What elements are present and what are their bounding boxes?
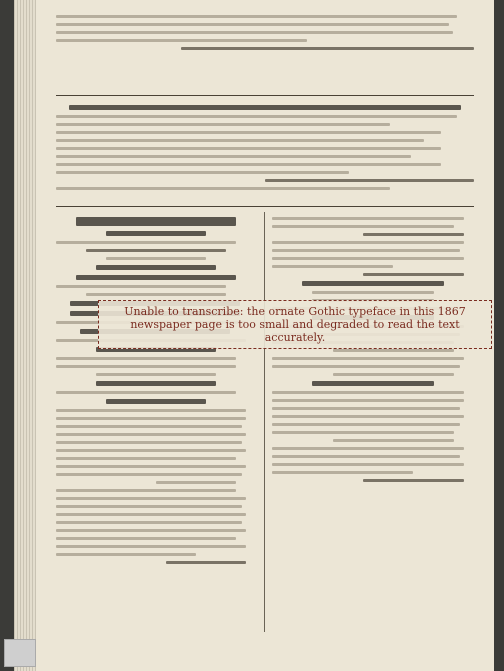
right-column-notices xyxy=(272,212,474,487)
newspaper-page xyxy=(36,0,494,671)
insurance-notice xyxy=(56,100,474,195)
book-page-edges xyxy=(14,0,36,671)
top-text-block xyxy=(56,10,474,55)
archive-stamp xyxy=(4,639,36,667)
theatre-announcement xyxy=(56,212,256,569)
transcription-notice: Unable to transcribe: the ornate Gothic typeface in this 1867 newspaper page is too small and degraded to read the text accurately. xyxy=(98,300,492,349)
